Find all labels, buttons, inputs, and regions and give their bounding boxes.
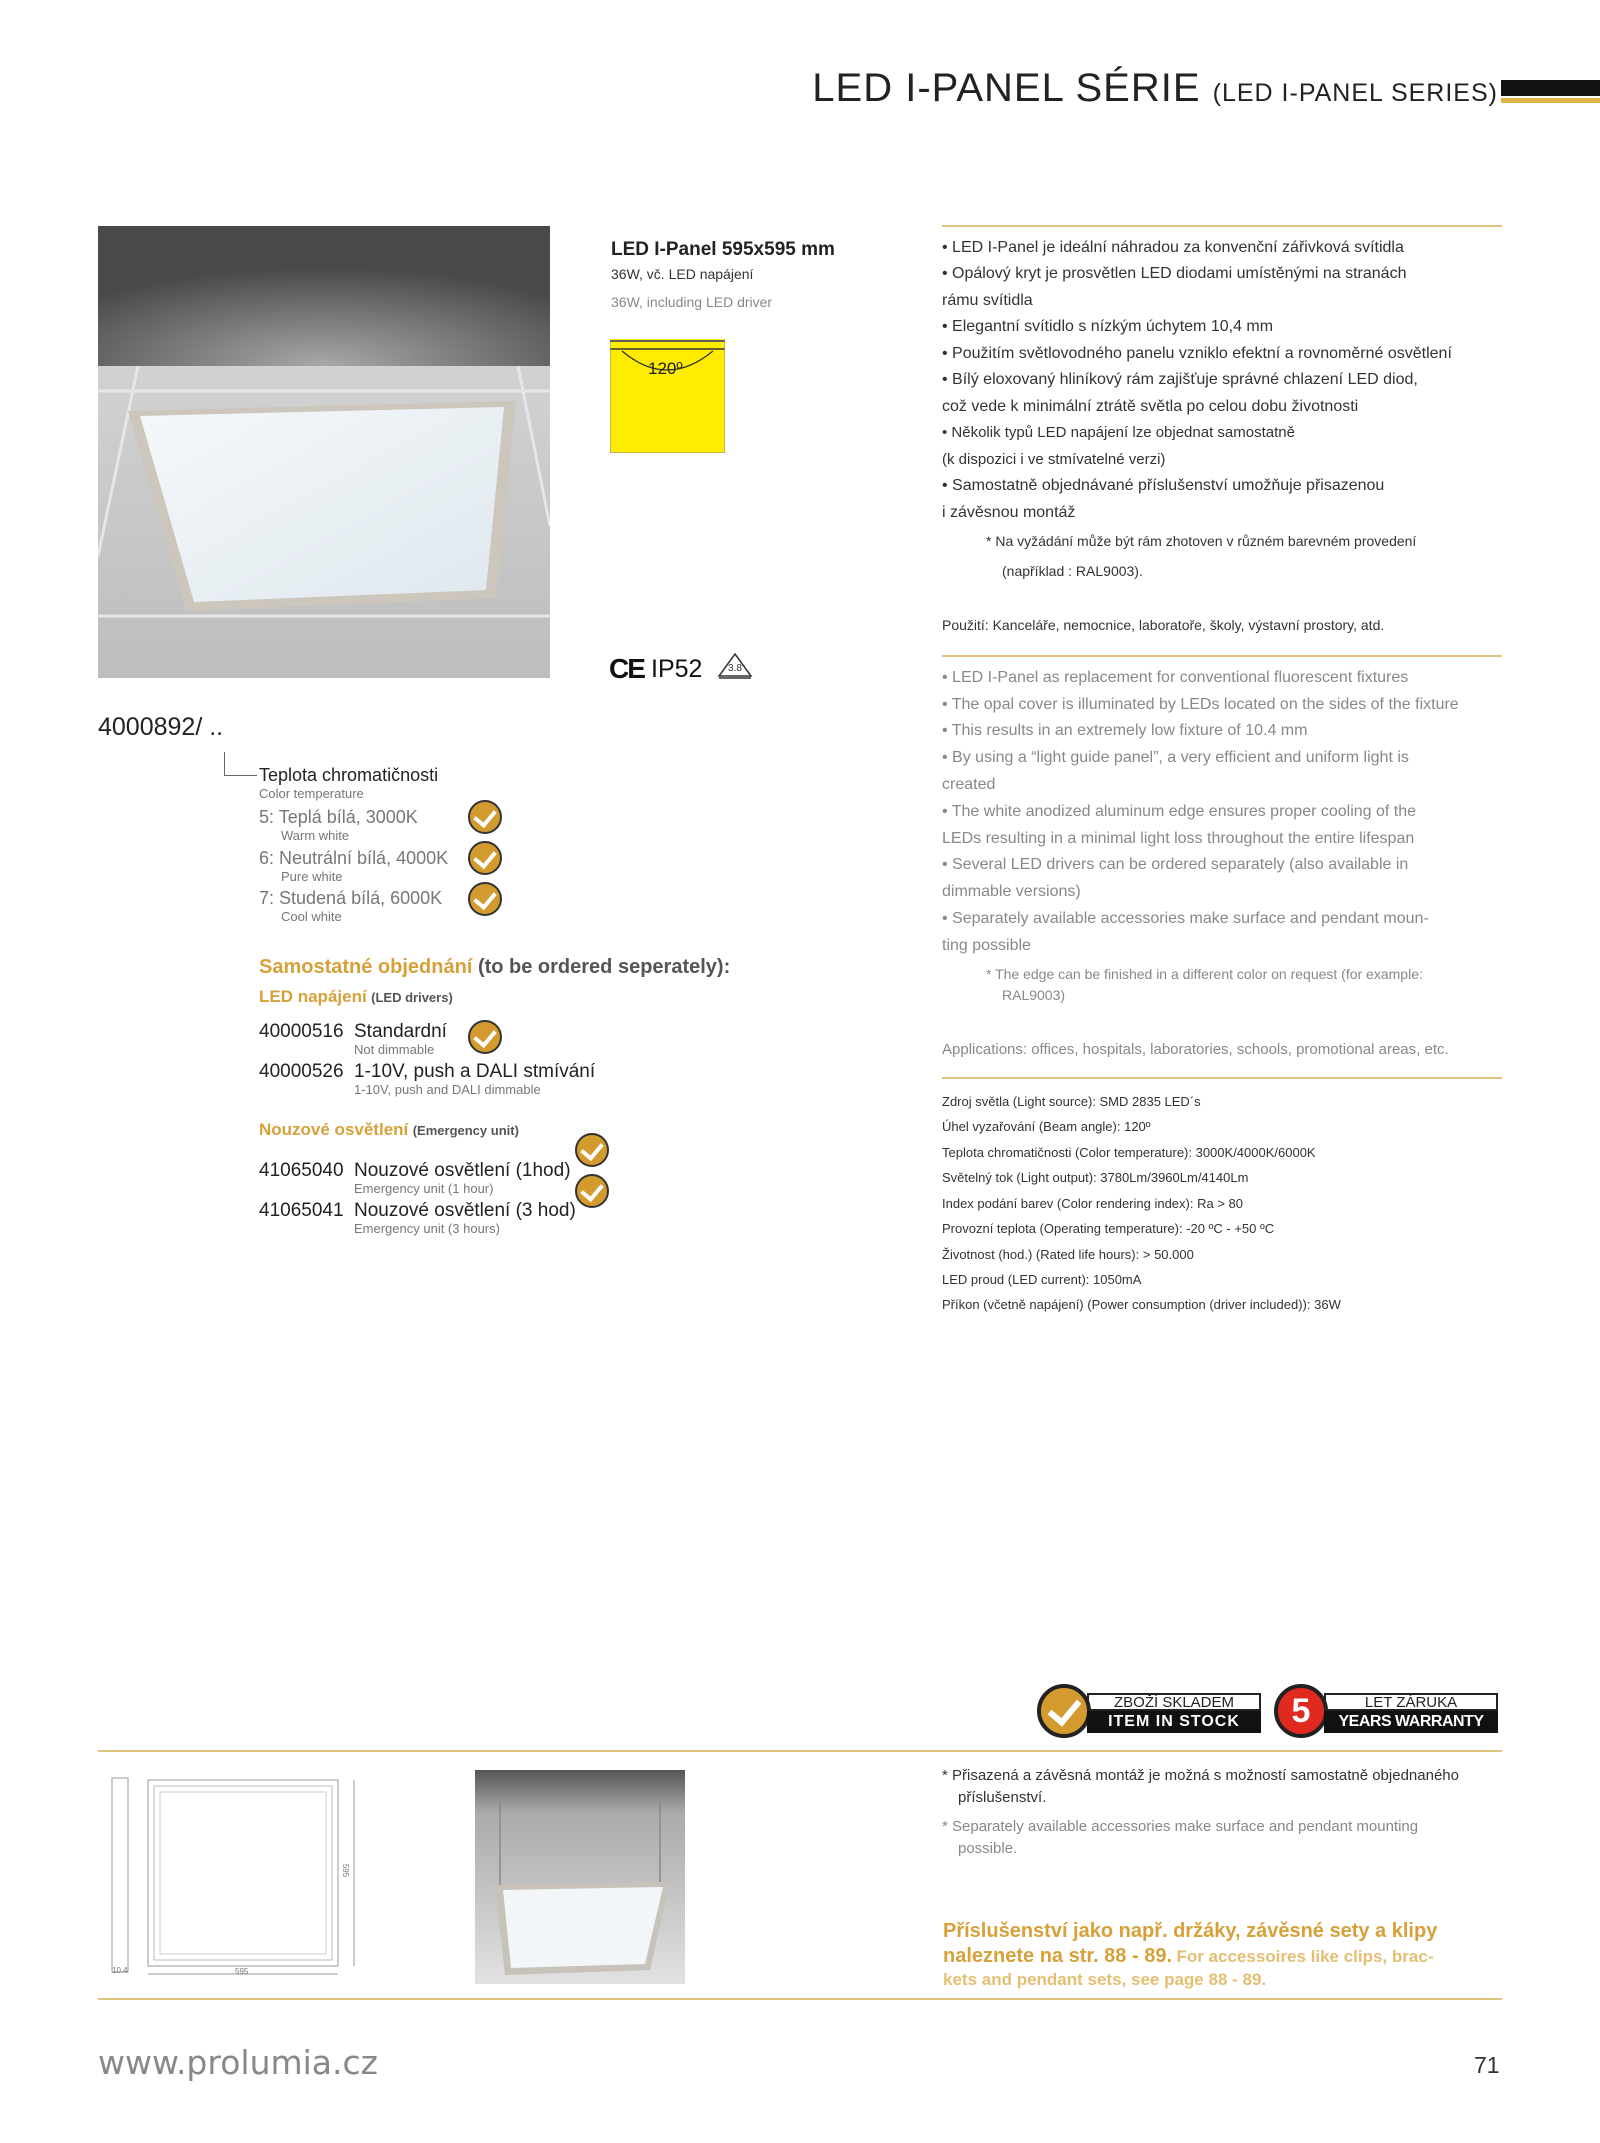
separate-heading-cz: Samostatné objednání: [259, 956, 473, 978]
beam-angle-label: 120º: [648, 359, 683, 378]
spec-line: Zdroj světla (Light source): SMD 2835 LED´s: [942, 1094, 1201, 1109]
accessories-note-en: For accessoires like clips, brac-: [1176, 1947, 1434, 1966]
divider: [98, 1750, 1502, 1752]
separate-heading-en: (to be ordered seperately):: [477, 956, 731, 978]
check-icon: [468, 841, 502, 875]
driver-name: Standardní: [354, 1021, 447, 1042]
warranty-label-cz: LET ZÁRUKA: [1324, 1693, 1498, 1711]
technical-drawing: [98, 1770, 366, 1984]
title-main: LED I-PANEL SÉRIE: [812, 66, 1201, 110]
drivers-heading-en: (LED drivers): [371, 990, 453, 1005]
emergency-name: Nouzové osvětlení (1hod): [354, 1160, 571, 1181]
note-en: * The edge can be finished in a different color on request (for example:: [986, 966, 1423, 982]
note-cz: * Na vyžádání může být rám zhotoven v různém barevném provedení: [986, 533, 1417, 549]
spec-line: Světelný tok (Light output): 3780Lm/3960Lm/4140Lm: [942, 1170, 1249, 1185]
dim-depth: 10.4: [112, 1966, 128, 1975]
header-accent-bar: [1501, 98, 1600, 103]
driver-code: 40000516: [259, 1021, 344, 1042]
feature-en: created: [942, 776, 996, 793]
color-option-sub: Pure white: [281, 869, 343, 884]
divider: [942, 225, 1502, 227]
spec-line: Úhel vyzařování (Beam angle): 120º: [942, 1119, 1151, 1134]
color-temp-heading: Teplota chromatičnosti: [259, 765, 439, 785]
mount-note-en-2: possible.: [958, 1840, 1018, 1857]
stock-badge: [1037, 1684, 1261, 1738]
accessories-note-en-2: kets and pendant sets, see page 88 - 89.: [943, 1970, 1267, 1989]
product-photo: [98, 226, 550, 678]
mount-note-cz-2: příslušenství.: [958, 1789, 1047, 1806]
dim-height: 595: [341, 1863, 351, 1878]
drivers-heading-cz: LED napájení: [259, 987, 367, 1006]
feature-cz: • Elegantní svítidlo s nízkým úchytem 10,4 mm: [942, 318, 1274, 335]
emergency-name: Nouzové osvětlení (3 hod): [354, 1200, 576, 1221]
driver-code: 40000526: [259, 1061, 344, 1082]
warranty-number: 5: [1274, 1684, 1328, 1738]
separate-heading: [259, 956, 730, 979]
color-option-label: 7: Studená bílá, 6000K: [259, 888, 443, 908]
feature-cz: (k dispozici i ve stmívatelné verzi): [942, 451, 1166, 468]
feature-en: LEDs resulting in a minimal light loss throughout the entire lifespan: [942, 830, 1415, 847]
product-name: LED I-Panel 595x595 mm: [611, 239, 835, 260]
drivers-heading: [259, 987, 453, 1007]
page-number: 71: [1474, 2052, 1500, 2078]
usage-en: Applications: offices, hospitals, laboratories, schools, promotional areas, etc.: [942, 1041, 1449, 1058]
color-option-sub: Warm white: [281, 828, 350, 843]
spec-line: Provozní teplota (Operating temperature): -20 ºC - +50 ºC: [942, 1221, 1275, 1236]
accessories-note-2: [943, 1945, 1433, 1968]
emergency-heading-cz: Nouzové osvětlení: [259, 1120, 409, 1139]
check-icon: [575, 1133, 609, 1167]
title-sub: (LED I-PANEL SERIES): [1212, 79, 1498, 107]
spec-line: Index podání barev (Color rendering index): Ra > 80: [942, 1196, 1243, 1211]
feature-cz: • Bílý eloxovaný hliníkový rám zajišťuje správné chlazení LED diod,: [942, 371, 1418, 388]
color-option-label: 6: Neutrální bílá, 4000K: [259, 848, 449, 868]
color-option-sub: Cool white: [281, 909, 342, 924]
page-title: [812, 66, 1498, 111]
accessories-note-cz: naleznete na str. 88 - 89.: [943, 1945, 1172, 1967]
accessories-note: Příslušenství jako např. držáky, závěsné sety a klipy: [943, 1920, 1438, 1942]
feature-cz: • Samostatně objednávané příslušenství umožňuje přisazenou: [942, 477, 1385, 494]
feature-cz: i závěsnou montáž: [942, 504, 1076, 521]
driver-sub: 1-10V, push and DALI dimmable: [354, 1082, 541, 1097]
check-icon: [468, 800, 502, 834]
dim-width: 595: [235, 1967, 249, 1976]
feature-en: • The opal cover is illuminated by LEDs located on the sides of the fixture: [942, 696, 1459, 713]
note-cz: (například : RAL9003).: [1002, 563, 1143, 579]
pendant-photo: [475, 1770, 685, 1984]
tree-connector: [224, 752, 257, 776]
feature-cz: • Použitím světlovodného panelu vzniklo efektní a rovnoměrné osvětlení: [942, 345, 1452, 362]
divider: [942, 655, 1502, 657]
feature-cz: • Opálový kryt je prosvětlen LED diodami umístěnými na stranách: [942, 265, 1407, 282]
emergency-heading: [259, 1120, 519, 1140]
warranty-badge: [1274, 1684, 1498, 1738]
color-option-label: 5: Teplá bílá, 3000K: [259, 807, 418, 827]
mounting-height-value: 3.8: [728, 663, 742, 674]
check-icon: [1037, 1684, 1091, 1738]
feature-en: ting possible: [942, 937, 1031, 954]
check-icon: [468, 882, 502, 916]
divider: [98, 1998, 1502, 2000]
spec-line: LED proud (LED current): 1050mA: [942, 1272, 1142, 1287]
beam-angle-icon: [610, 339, 725, 453]
product-desc-cz: 36W, vč. LED napájení: [611, 266, 754, 282]
feature-en: • Several LED drivers can be ordered separately (also available in: [942, 856, 1409, 873]
color-temp-heading-en: Color temperature: [259, 786, 364, 801]
spec-line: Teplota chromatičnosti (Color temperature): 3000K/4000K/6000K: [942, 1145, 1316, 1160]
mount-note-en: * Separately available accessories make surface and pendant mounting: [942, 1818, 1419, 1835]
driver-name: 1-10V, push a DALI stmívání: [354, 1061, 596, 1082]
header-bar: [1501, 80, 1600, 96]
usage-cz: Použití: Kanceláře, nemocnice, laboratoře, školy, výstavní prostory, atd.: [942, 617, 1385, 633]
spec-line: Příkon (včetně napájení) (Power consumption (driver included)): 36W: [942, 1297, 1341, 1312]
stock-label-cz: ZBOŽÍ SKLADEM: [1087, 1693, 1261, 1711]
emergency-code: 41065040: [259, 1160, 344, 1181]
feature-cz: • Několik typů LED napájení lze objednat samostatně: [942, 424, 1295, 441]
product-code: 4000892/ ..: [98, 713, 224, 741]
mounting-height-icon: [717, 652, 753, 680]
emergency-code: 41065041: [259, 1200, 344, 1221]
spec-line: Životnost (hod.) (Rated life hours): > 50.000: [942, 1247, 1194, 1262]
mount-note-cz: * Přisazená a závěsná montáž je možná s možností samostatně objednaného: [942, 1767, 1459, 1784]
stock-label-en: ITEM IN STOCK: [1087, 1711, 1261, 1733]
product-desc-en: 36W, including LED driver: [611, 294, 773, 310]
check-icon: [468, 1020, 502, 1054]
note-en: RAL9003): [1002, 987, 1066, 1003]
divider: [942, 1077, 1502, 1079]
warranty-label-en: YEARS WARRANTY: [1324, 1711, 1498, 1733]
emergency-sub: Emergency unit (1 hour): [354, 1181, 494, 1196]
feature-en: • Separately available accessories make surface and pendant moun-: [942, 910, 1429, 927]
feature-cz: což vede k minimální ztrátě světla po celou dobu životnosti: [942, 398, 1359, 415]
ip-rating: IP52: [651, 655, 703, 683]
feature-en: • LED I-Panel as replacement for conventional fluorescent fixtures: [942, 669, 1409, 686]
driver-sub: Not dimmable: [354, 1042, 435, 1057]
feature-cz: rámu svítidla: [942, 292, 1033, 309]
feature-en: dimmable versions): [942, 883, 1081, 900]
emergency-heading-en: (Emergency unit): [412, 1123, 519, 1138]
feature-en: • The white anodized aluminum edge ensures proper cooling of the: [942, 803, 1417, 820]
feature-en: • This results in an extremely low fixture of 10.4 mm: [942, 722, 1308, 739]
feature-en: • By using a “light guide panel”, a very efficient and uniform light is: [942, 749, 1409, 766]
feature-cz: • LED I-Panel je ideální náhradou za konvenční zářivková svítidla: [942, 239, 1404, 256]
emergency-sub: Emergency unit (3 hours): [354, 1221, 500, 1236]
footer-url[interactable]: www.prolumia.cz: [98, 2043, 378, 2082]
ce-mark: CE: [609, 653, 644, 684]
check-icon: [575, 1174, 609, 1208]
